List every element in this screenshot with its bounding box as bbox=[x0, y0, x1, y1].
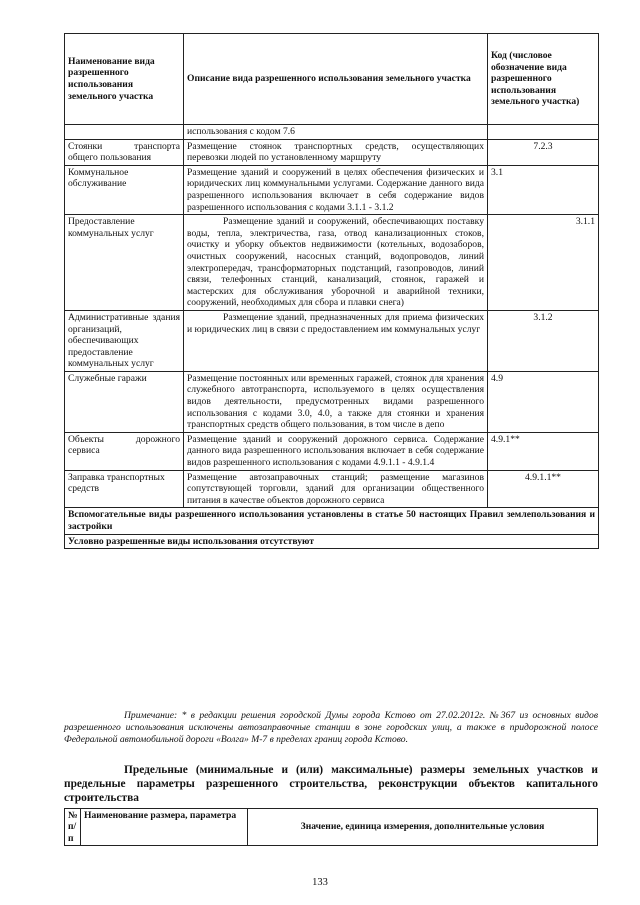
table-row bbox=[65, 310, 599, 371]
section-heading: Предельные (минимальные и (или) максимальные) размеры земельных участков и предельные параметры разрешенного строительства, реконструкции объектов капитального строительства bbox=[64, 764, 598, 804]
land-use-table bbox=[64, 33, 599, 549]
row-code: 7.2.3 bbox=[488, 139, 599, 165]
header-use-description: Описание вида разрешенного использования земельного участка bbox=[184, 34, 488, 125]
row-code: 3.1 bbox=[488, 165, 599, 214]
row-name: Стоянки транспорта общего пользования bbox=[65, 139, 184, 165]
row-code bbox=[488, 125, 599, 140]
table-row bbox=[65, 432, 599, 470]
table-row bbox=[65, 470, 599, 508]
row-description: использования с кодом 7.6 bbox=[184, 125, 488, 140]
header-use-name: Наименование вида разрешенного использования земельного участка bbox=[65, 34, 184, 125]
row-name: Административные здания организаций, обеспечивающих предоставление коммунальных услуг bbox=[65, 310, 184, 371]
row-description: Размещение зданий, предназначенных для приема физических и юридических лиц в связи с предоставлением им коммунальных услуг bbox=[184, 310, 488, 371]
header-number: № п/п bbox=[65, 809, 81, 846]
table-row bbox=[65, 165, 599, 214]
row-description: Размещение зданий и сооружений дорожного сервиса. Содержание данного вида разрешенного использования включает в себя содержание видов разрешенного использования с кодами 4.9.1.1 - 4.9.1.4 bbox=[184, 432, 488, 470]
row-name: Предоставление коммунальных услуг bbox=[65, 215, 184, 311]
row-name: Коммунальное обслуживание bbox=[65, 165, 184, 214]
row-name bbox=[65, 125, 184, 140]
row-code: 3.1.1 bbox=[488, 215, 599, 311]
parameters-header-row bbox=[65, 809, 598, 846]
table-row bbox=[65, 371, 599, 432]
table-header-row bbox=[65, 34, 599, 125]
conditional-uses-row bbox=[65, 534, 599, 549]
header-parameter-value: Значение, единица измерения, дополнительные условия bbox=[248, 809, 598, 846]
header-parameter-name: Наименование размера, параметра bbox=[81, 809, 248, 846]
row-code: 3.1.2 bbox=[488, 310, 599, 371]
footnote: Примечание: * в редакции решения городской Думы города Кстово от 27.02.2012г. №367 из основных видов разрешенного использования исключены автозаправочные станции в зоне городских улиц, а также в придорожной полосе Федеральной автомобильной дороги «Волга» М-7 в пределах границ города Кстово. bbox=[64, 710, 598, 745]
row-name: Заправка транспортных средств bbox=[65, 470, 184, 508]
row-code: 4.9 bbox=[488, 371, 599, 432]
row-description: Размещение автозаправочных станций; размещение магазинов сопутствующей торговли, зданий для организации общественного питания в качестве объектов дорожного сервиса bbox=[184, 470, 488, 508]
row-description: Размещение постоянных или временных гаражей, стоянок для хранения служебного автотранспорта, используемого в целях осуществления видов деятельности, предусмотренных видами разрешенного использования с кодами 3.0, 4.0, а также для стоянки и хранения транспортных средств общего пользования, в том числе в депо bbox=[184, 371, 488, 432]
row-code: 4.9.1.1** bbox=[488, 470, 599, 508]
table-row bbox=[65, 215, 599, 311]
auxiliary-uses-text: Вспомогательные виды разрешенного использования установлены в статье 50 настоящих Правил землепользования и застройки bbox=[65, 508, 599, 534]
row-description: Размещение зданий и сооружений, обеспечивающих поставку воды, тепла, электричества, газа, отвод канализационных стоков, очистку и уборку объектов недвижимости (котельных, водозаборов, очистных сооружений, насосных станций, водопроводов, линий электропередач, трансформаторных подстанций, газопроводов, линий связи, телефонных станций, канализаций, стоянок, гаражей и мастерских для обслуживания уборочной и аварийной техники, сооружений, необходимых для сбора и плавки снега) bbox=[184, 215, 488, 311]
parameters-table bbox=[64, 808, 598, 846]
row-name: Служебные гаражи bbox=[65, 371, 184, 432]
header-use-code: Код (числовое обозначение вида разрешенного использования земельного участка) bbox=[488, 34, 599, 125]
table-row bbox=[65, 125, 599, 140]
row-code: 4.9.1** bbox=[488, 432, 599, 470]
conditional-uses-text: Условно разрешенные виды использования отсутствуют bbox=[65, 534, 599, 549]
row-description: Размещение зданий и сооружений в целях обеспечения физических и юридических лиц коммунальными услугами. Содержание данного вида разрешенного использования включает в себя содержание видов разрешенного использования с кодами 3.1.1 - 3.1.2 bbox=[184, 165, 488, 214]
table-row bbox=[65, 139, 599, 165]
page-number: 133 bbox=[312, 877, 328, 888]
row-name: Объекты дорожного сервиса bbox=[65, 432, 184, 470]
auxiliary-uses-row bbox=[65, 508, 599, 534]
row-description: Размещение стоянок транспортных средств, осуществляющих перевозки людей по установленному маршруту bbox=[184, 139, 488, 165]
